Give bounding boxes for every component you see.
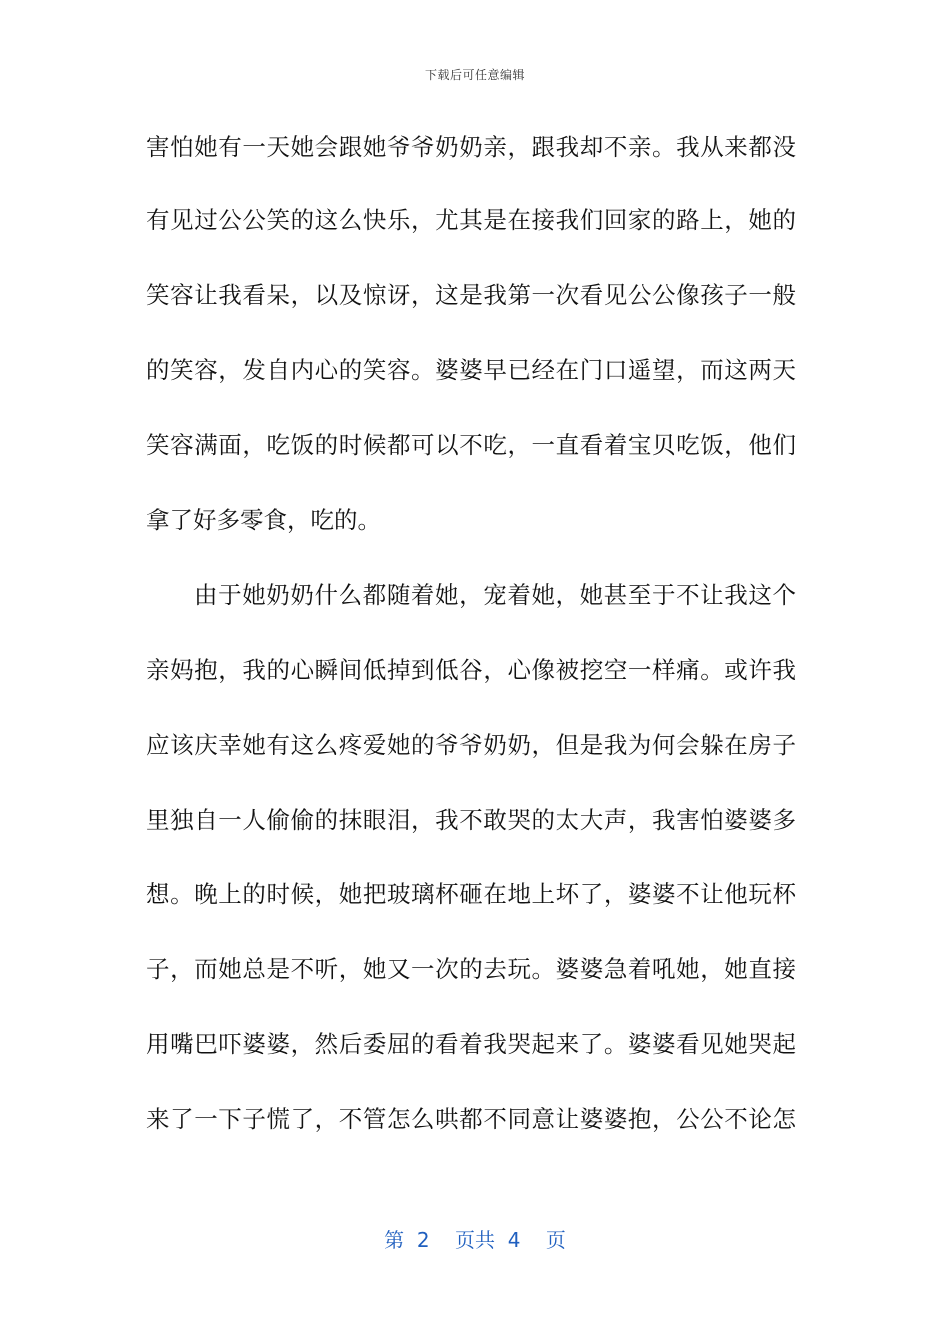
text-line: 里独自一人偷偷的抹眼泪，我不敢哭的太大声，我害怕婆婆多 [146, 806, 796, 834]
page-header: 下载后可任意编辑 [424, 68, 525, 82]
text-line: 应该庆幸她有这么疼爱她的爷爷奶奶，但是我为何会躲在房子 [146, 731, 796, 759]
text-line: 想。晚上的时候，她把玻璃杯砸在地上坏了，婆婆不让他玩杯 [146, 880, 796, 908]
text-line: 害怕她有一天她会跟她爷爷奶奶亲，跟我却不亲。我从来都没 [146, 133, 796, 161]
text-line: 亲妈抱，我的心瞬间低掉到低谷，心像被挖空一样痛。或许我 [146, 656, 796, 684]
text-line: 的笑容，发自内心的笑容。婆婆早已经在门口遥望，而这两天 [146, 356, 796, 384]
text-line: 拿了好多零食，吃的。 [146, 506, 381, 534]
text-line: 来了一下子慌了，不管怎么哄都不同意让婆婆抱，公公不论怎 [146, 1105, 796, 1133]
text-line: 由于她奶奶什么都随着她，宠着她，她甚至于不让我这个 [194, 581, 796, 609]
text-line: 有见过公公笑的这么快乐，尤其是在接我们回家的路上，她的 [146, 206, 796, 234]
text-line: 笑容让我看呆，以及惊讶，这是我第一次看见公公像孩子一般 [146, 281, 796, 309]
text-line: 子，而她总是不听，她又一次的去玩。婆婆急着吼她，她直接 [146, 955, 796, 983]
page-number-footer: 第 2 页共 4 页 [384, 1228, 566, 1252]
text-line: 用嘴巴吓婆婆，然后委屈的看着我哭起来了。婆婆看见她哭起 [146, 1030, 796, 1058]
text-line: 笑容满面，吃饭的时候都可以不吃，一直看着宝贝吃饭，他们 [146, 431, 796, 459]
